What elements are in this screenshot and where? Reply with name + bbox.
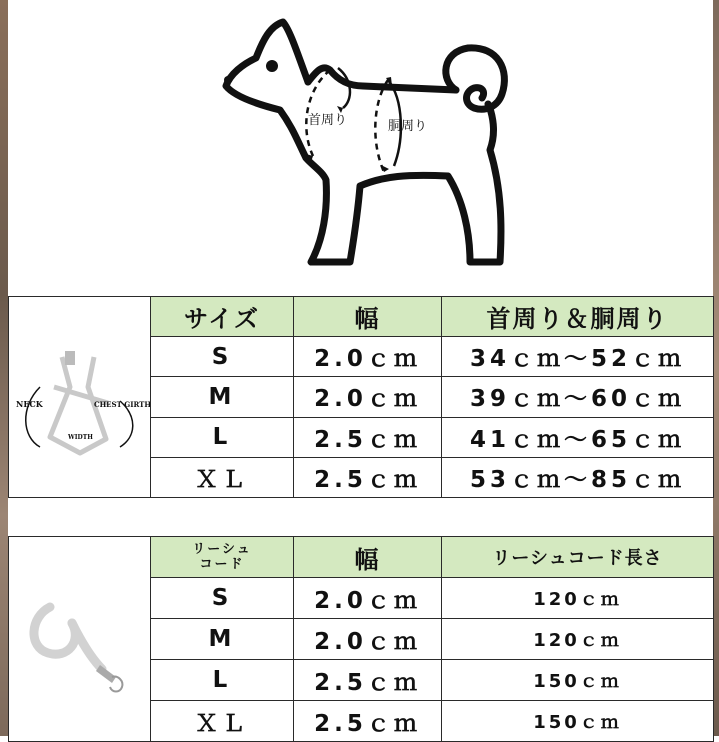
girth-label: 胴周り xyxy=(388,119,428,134)
left-photo-edge xyxy=(0,0,8,736)
dog-measurement-diagram xyxy=(8,0,713,296)
dog-outline-icon xyxy=(8,0,713,296)
leash-icon xyxy=(10,537,150,737)
leash-header-width: 幅 xyxy=(294,537,442,578)
harness-size-table xyxy=(8,296,714,498)
leash-size-table xyxy=(8,536,714,742)
width-cell: 2.5ｃｍ xyxy=(294,701,442,742)
size-cell: L xyxy=(151,417,294,457)
harness-icon xyxy=(10,297,150,493)
harness-neck-label: NECK xyxy=(15,399,43,409)
length-cell: 150ｃｍ xyxy=(442,660,714,701)
width-cell: 2.0ｃｍ xyxy=(294,578,442,619)
girth-cell: 34ｃｍ〜52ｃｍ xyxy=(442,337,714,377)
leash-header-length: リーシュコード長さ xyxy=(442,537,714,578)
spacer-row xyxy=(8,497,713,538)
size-cell: ＸＬ xyxy=(151,457,294,497)
leash-header-line1: リーシュ xyxy=(192,542,252,557)
neck-label: 首周り xyxy=(308,113,348,128)
harness-header-width: 幅 xyxy=(294,297,442,337)
harness-header-girth: 首周り＆胴周り xyxy=(442,297,714,337)
length-cell: 120ｃｍ xyxy=(442,578,714,619)
width-cell: 2.0ｃｍ xyxy=(294,377,442,417)
width-cell: 2.0ｃｍ xyxy=(294,619,442,660)
size-cell: M xyxy=(151,619,294,660)
girth-cell: 41ｃｍ〜65ｃｍ xyxy=(442,417,714,457)
girth-cell: 53ｃｍ〜85ｃｍ xyxy=(442,457,714,497)
size-cell: S xyxy=(151,578,294,619)
size-cell: S xyxy=(151,337,294,377)
girth-cell: 39ｃｍ〜60ｃｍ xyxy=(442,377,714,417)
harness-width-label: WIDTH xyxy=(67,434,93,441)
leash-header-cord xyxy=(151,537,294,578)
width-cell: 2.0ｃｍ xyxy=(294,337,442,377)
harness-illustration xyxy=(9,297,151,498)
width-cell: 2.5ｃｍ xyxy=(294,457,442,497)
leash-illustration xyxy=(9,537,151,742)
width-cell: 2.5ｃｍ xyxy=(294,417,442,457)
harness-header-size: サイズ xyxy=(151,297,294,337)
harness-chest-girth-label: CHEST GIRTH xyxy=(93,400,150,409)
size-cell: L xyxy=(151,660,294,701)
leash-header-line2: コード xyxy=(199,557,245,572)
length-cell: 120ｃｍ xyxy=(442,619,714,660)
width-cell: 2.5ｃｍ xyxy=(294,660,442,701)
size-cell: M xyxy=(151,377,294,417)
size-cell: ＸＬ xyxy=(151,701,294,742)
length-cell: 150ｃｍ xyxy=(442,701,714,742)
